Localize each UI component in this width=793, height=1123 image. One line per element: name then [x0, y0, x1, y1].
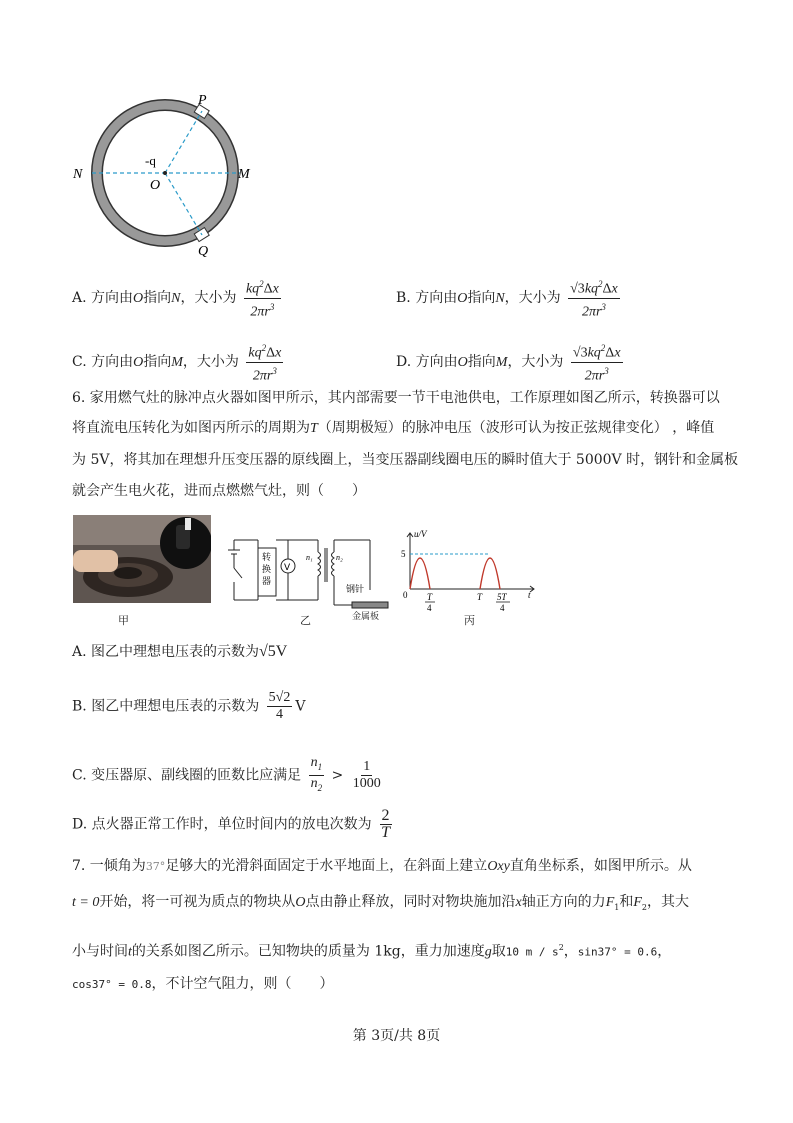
t-axis-label: t [528, 590, 531, 600]
label-P: P [198, 93, 207, 108]
q7-line4: cos37° = 0.8，不计空气阻力，则（ ） [72, 976, 334, 992]
q5-option-c[interactable]: C. 方向由O指向M，大小为 $\frac{kq^2\Delta x}{2\pi r^3}$ [72, 340, 286, 384]
q7-line3: 小与时间t的关系如图乙所示。已知物块的质量为 1kg，重力加速度g取10 m / $s^2$，sin37° = 0.6， [72, 943, 672, 960]
formula-2-T: $\frac{2}{T}$ [381, 807, 390, 841]
tick-T4-den: 4 [427, 603, 432, 613]
charged-ring-figure [70, 90, 270, 260]
n1-label: n₁ [306, 553, 313, 562]
q6-line2: 将直流电压转化为如图丙所示的周期为T（周期极短）的脉冲电压（波形可认为按正弦规律变化） ，峰值 [72, 420, 715, 436]
caption-bing: 丙 [464, 614, 475, 627]
formula-kq2dx-2pir3: $\frac{kq^2\Delta x}{2\pi r^3}$ [244, 276, 281, 320]
circuit-diagram [222, 530, 392, 620]
origin-label: 0 [403, 590, 408, 600]
igniter-photo [73, 515, 211, 603]
peak-label: 5 [401, 549, 406, 559]
q5-option-b[interactable]: B. 方向由O指向N，大小为 $\frac{√3kq^2\Delta x}{2\pi r^3}$ [396, 276, 623, 320]
tick-T: T [477, 592, 483, 602]
q6-option-a[interactable]: A. 图乙中理想电压表的示数为√5V [72, 643, 288, 660]
plate-label: 金属板 [352, 612, 380, 622]
q6-line1: 6. 家用燃气灶的脉冲点火器如图甲所示，其内部需要一节干电池供电，工作原理如图乙所示，转换器可以 [72, 390, 720, 406]
formula-n1-n2: $\frac{n_1}{n_2}$ [310, 755, 323, 793]
q6-line4: 就会产生电火花，进而点燃燃气灶，则（ ） [72, 483, 366, 499]
label-charge: -q [145, 153, 156, 168]
formula-sqrt3kq2dx-2pir3: $\frac{√3kq^2\Delta x}{2\pi r^3}$ [568, 276, 620, 320]
converter-label: 转 [262, 553, 272, 563]
needle-label: 钢针 [346, 585, 365, 595]
q6-option-d[interactable]: D. 点火器正常工作时，单位时间内的放电次数为 $\frac{2}{T}$ [72, 807, 390, 841]
formula-sqrt3kq2dx-2pir3: $\frac{√3kq^2\Delta x}{2\pi r^3}$ [571, 340, 623, 384]
caption-yi: 乙 [300, 614, 311, 627]
q7-line1: 7. 一倾角为37°足够大的光滑斜面固定于水平地面上，在斜面上建立Oxy直角坐标系，如图甲所示。从 [72, 858, 692, 874]
label-N: N [73, 167, 83, 182]
formula-5sqrt2-4: $\frac{5√2}{4}$ [268, 690, 291, 722]
q6-option-c[interactable]: C. 变压器原、副线圈的匝数比应满足 $\frac{n_1}{n_2}$ > $\frac{1}{1000}$ [72, 755, 386, 796]
formula-kq2dx-2pir3: $\frac{kq^2\Delta x}{2\pi r^3}$ [246, 340, 283, 384]
svg-text:器: 器 [262, 577, 272, 587]
caption-jia: 甲 [118, 614, 129, 627]
tick-T4-num: T [427, 592, 433, 602]
n2-label: n₂ [336, 553, 343, 562]
q7-line2: t = 0开始，将一可视为质点的物块从O点由静止释放，同时对物块施加沿x轴正方向的力$F_1$和$F_2$，其大 [72, 894, 689, 912]
page-footer: 第 3页/共 8页 [352, 1028, 441, 1044]
q5-option-a[interactable]: A. 方向由O指向N，大小为 $\frac{kq^2\Delta x}{2\pi r^3}$ [72, 276, 284, 320]
voltmeter-label: V [284, 563, 291, 573]
q6-option-b[interactable]: B. 图乙中理想电压表的示数为 $\frac{5√2}{4}$ V [72, 690, 306, 722]
y-axis-label: u/V [414, 529, 427, 539]
tick-5T4-num: 5T [497, 592, 507, 602]
formula-1-1000: $\frac{1}{1000}$ [352, 758, 381, 791]
q5-option-d[interactable]: D. 方向由O指向M，大小为 $\frac{√3kq^2\Delta x}{2\pi r^3}$ [396, 340, 626, 384]
voltage-waveform-graph [398, 527, 538, 617]
label-O: O [150, 178, 161, 193]
label-M: M [238, 167, 250, 182]
q6-line3: 为 5V，将其加在理想升压变压器的原线圈上，当变压器副线圈电压的瞬时值大于 5000V 时，钢针和金属板 [72, 452, 739, 468]
svg-text:换: 换 [262, 565, 272, 575]
tick-5T4-den: 4 [500, 603, 505, 613]
label-Q: Q [198, 244, 209, 259]
